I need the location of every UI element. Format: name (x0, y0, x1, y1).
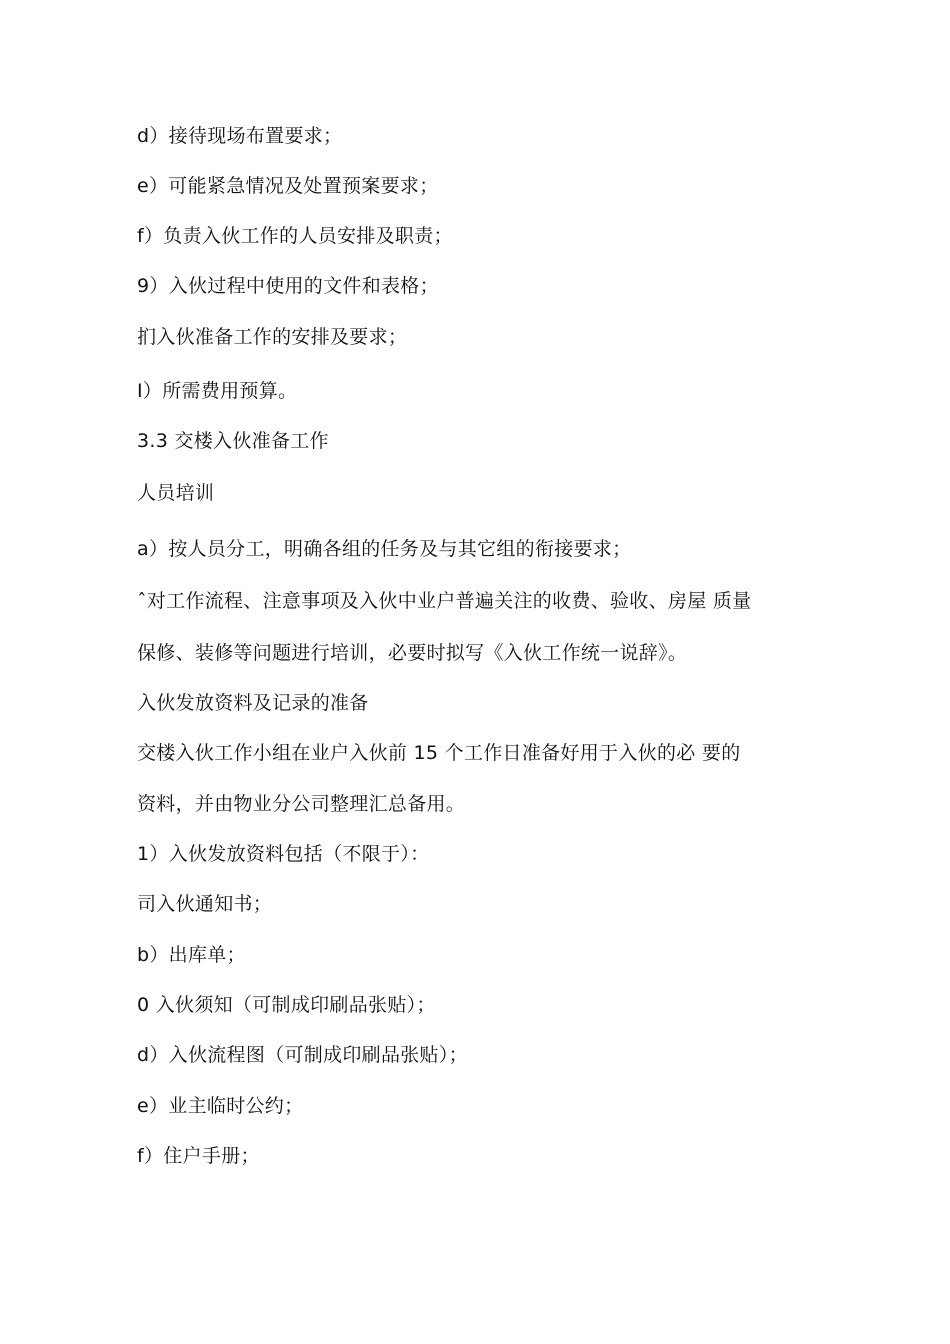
text-line-16: 司入伙通知书； (137, 893, 273, 915)
text-line-3: f）负责入伙工作的人员安排及职责； (137, 225, 453, 247)
text-line-17: b）出库单； (137, 944, 246, 966)
text-line-21: f）住户手册； (137, 1145, 260, 1167)
text-line-1: d）接待现场布置要求； (137, 125, 343, 147)
subheading-staff-training: 人员培训 (137, 482, 215, 504)
text-line-5: 扪入伙准备工作的安排及要求； (137, 326, 408, 348)
text-line-11: 保修、装修等问题进行培训，必要时拟写《入伙工作统一说辞》。 (137, 642, 688, 664)
text-line-18: 0 入伙须知（可制成印刷品张贴）； (137, 994, 436, 1016)
text-line-9: a）按人员分工，明确各组的任务及与其它组的衔接要求； (137, 538, 632, 560)
text-line-15: 1）入伙发放资料包括（不限于）： (137, 843, 430, 865)
text-line-13: 交楼入伙工作小组在业户入伙前 15 个工作日准备好用于入伙的必 要的 (137, 742, 741, 764)
subheading-materials: 入伙发放资料及记录的准备 (137, 692, 369, 714)
text-line-2: e）可能紧急情况及处置预案要求； (137, 175, 439, 197)
text-line-20: e）业主临时公约； (137, 1095, 304, 1117)
section-heading-3-3: 3.3 交楼入伙准备工作 (137, 430, 329, 452)
text-line-19: d）入伙流程图（可制成印刷品张贴）； (137, 1044, 468, 1066)
text-line-6: I）所需费用预算。 (137, 380, 298, 402)
text-line-14: 资料，并由物业分公司整理汇总备用。 (137, 793, 466, 815)
text-line-10: ˆ对工作流程、注意事项及入伙中业户普遍关注的收费、验收、房屋 质量 (137, 590, 752, 612)
text-line-4: 9）入伙过程中使用的文件和表格； (137, 275, 439, 297)
